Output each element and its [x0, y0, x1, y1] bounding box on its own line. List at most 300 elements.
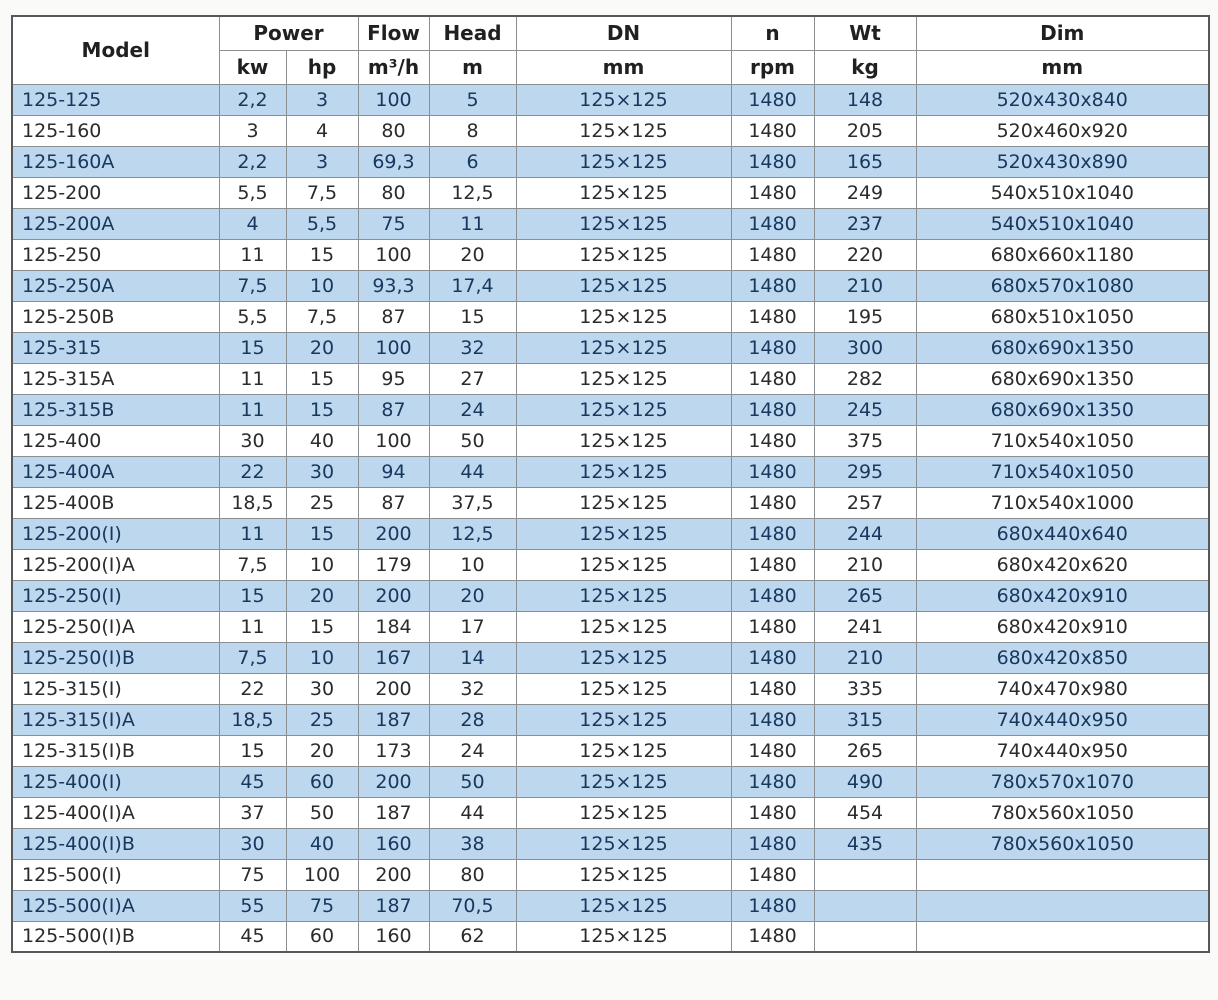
cell-head: 38: [429, 828, 516, 859]
cell-dim: [916, 859, 1209, 890]
cell-model: 125-125: [12, 84, 219, 115]
cell-dim: [916, 921, 1209, 952]
header-row-labels: [12, 16, 1209, 50]
cell-head: 24: [429, 394, 516, 425]
cell-kw: 15: [219, 332, 286, 363]
cell-model: 125-500(I)A: [12, 890, 219, 921]
table-row: [12, 859, 1209, 890]
cell-dim: 710x540x1000: [916, 487, 1209, 518]
cell-dn: 125×125: [516, 115, 731, 146]
cell-hp: 10: [286, 549, 358, 580]
cell-wt: 265: [814, 735, 916, 766]
col-header-power-kw: kw: [219, 50, 286, 84]
cell-flow: 80: [358, 115, 429, 146]
cell-head: 70,5: [429, 890, 516, 921]
cell-hp: 40: [286, 828, 358, 859]
cell-flow: 200: [358, 766, 429, 797]
cell-wt: 241: [814, 611, 916, 642]
table-row: [12, 146, 1209, 177]
col-header-head-unit: m: [429, 50, 516, 84]
cell-flow: 167: [358, 642, 429, 673]
cell-dim: 680x510x1050: [916, 301, 1209, 332]
cell-hp: 100: [286, 859, 358, 890]
cell-n: 1480: [731, 394, 814, 425]
cell-hp: 15: [286, 363, 358, 394]
cell-wt: 454: [814, 797, 916, 828]
cell-head: 12,5: [429, 177, 516, 208]
cell-hp: 25: [286, 487, 358, 518]
cell-n: 1480: [731, 611, 814, 642]
cell-model: 125-315B: [12, 394, 219, 425]
cell-head: 24: [429, 735, 516, 766]
table-row: [12, 301, 1209, 332]
col-header-n: n: [731, 16, 814, 50]
cell-dim: 780x560x1050: [916, 797, 1209, 828]
cell-dn: 125×125: [516, 611, 731, 642]
cell-dim: 710x540x1050: [916, 425, 1209, 456]
cell-model: 125-400(I)B: [12, 828, 219, 859]
cell-model: 125-500(I)B: [12, 921, 219, 952]
cell-kw: 75: [219, 859, 286, 890]
cell-model: 125-500(I): [12, 859, 219, 890]
cell-dn: 125×125: [516, 766, 731, 797]
cell-hp: 20: [286, 580, 358, 611]
cell-model: 125-200(I)A: [12, 549, 219, 580]
cell-model: 125-250(I)A: [12, 611, 219, 642]
cell-wt: 435: [814, 828, 916, 859]
cell-dn: 125×125: [516, 332, 731, 363]
cell-hp: 3: [286, 84, 358, 115]
cell-wt: 249: [814, 177, 916, 208]
table-row: [12, 270, 1209, 301]
cell-flow: 100: [358, 425, 429, 456]
cell-dn: 125×125: [516, 363, 731, 394]
cell-wt: 490: [814, 766, 916, 797]
cell-n: 1480: [731, 518, 814, 549]
cell-wt: 265: [814, 580, 916, 611]
cell-dn: 125×125: [516, 487, 731, 518]
cell-dn: 125×125: [516, 735, 731, 766]
cell-kw: 18,5: [219, 487, 286, 518]
cell-model: 125-400(I): [12, 766, 219, 797]
cell-dn: 125×125: [516, 704, 731, 735]
col-header-wt: Wt: [814, 16, 916, 50]
cell-wt: 244: [814, 518, 916, 549]
col-header-model: Model: [12, 16, 219, 84]
cell-dn: 125×125: [516, 518, 731, 549]
cell-hp: 30: [286, 456, 358, 487]
cell-head: 28: [429, 704, 516, 735]
table-row: [12, 797, 1209, 828]
cell-n: 1480: [731, 177, 814, 208]
table-row: [12, 611, 1209, 642]
cell-n: 1480: [731, 642, 814, 673]
cell-flow: 95: [358, 363, 429, 394]
cell-flow: 100: [358, 332, 429, 363]
cell-head: 10: [429, 549, 516, 580]
cell-kw: 5,5: [219, 301, 286, 332]
cell-n: 1480: [731, 270, 814, 301]
cell-kw: 15: [219, 735, 286, 766]
cell-kw: 11: [219, 239, 286, 270]
cell-head: 50: [429, 766, 516, 797]
cell-hp: 20: [286, 332, 358, 363]
cell-kw: 55: [219, 890, 286, 921]
table-row: [12, 425, 1209, 456]
table-row: [12, 890, 1209, 921]
cell-n: 1480: [731, 673, 814, 704]
cell-wt: 210: [814, 549, 916, 580]
cell-model: 125-315(I)B: [12, 735, 219, 766]
table-row: [12, 394, 1209, 425]
cell-kw: 30: [219, 828, 286, 859]
cell-dn: 125×125: [516, 394, 731, 425]
cell-flow: 200: [358, 518, 429, 549]
cell-kw: 4: [219, 208, 286, 239]
cell-kw: 2,2: [219, 146, 286, 177]
cell-flow: 160: [358, 921, 429, 952]
cell-dim: 680x420x620: [916, 549, 1209, 580]
cell-model: 125-400A: [12, 456, 219, 487]
cell-dn: 125×125: [516, 642, 731, 673]
cell-wt: 257: [814, 487, 916, 518]
cell-head: 27: [429, 363, 516, 394]
cell-model: 125-200A: [12, 208, 219, 239]
cell-dim: 520x430x840: [916, 84, 1209, 115]
cell-dim: 780x560x1050: [916, 828, 1209, 859]
cell-n: 1480: [731, 115, 814, 146]
cell-kw: 7,5: [219, 270, 286, 301]
cell-model: 125-400(I)A: [12, 797, 219, 828]
cell-dn: 125×125: [516, 859, 731, 890]
cell-dim: 740x440x950: [916, 735, 1209, 766]
table-row: [12, 704, 1209, 735]
cell-n: 1480: [731, 332, 814, 363]
col-header-power: Power: [219, 16, 358, 50]
cell-kw: 15: [219, 580, 286, 611]
cell-dim: 680x420x910: [916, 611, 1209, 642]
table-row: [12, 487, 1209, 518]
cell-dim: 680x690x1350: [916, 363, 1209, 394]
col-header-dim-unit: mm: [916, 50, 1209, 84]
cell-dn: 125×125: [516, 146, 731, 177]
cell-n: 1480: [731, 766, 814, 797]
cell-wt: 205: [814, 115, 916, 146]
cell-model: 125-250B: [12, 301, 219, 332]
cell-dn: 125×125: [516, 425, 731, 456]
table-row: [12, 580, 1209, 611]
cell-flow: 200: [358, 580, 429, 611]
cell-wt: 195: [814, 301, 916, 332]
cell-flow: 187: [358, 890, 429, 921]
cell-kw: 11: [219, 518, 286, 549]
cell-flow: 200: [358, 673, 429, 704]
cell-dim: 680x440x640: [916, 518, 1209, 549]
cell-n: 1480: [731, 580, 814, 611]
cell-hp: 3: [286, 146, 358, 177]
cell-wt: 375: [814, 425, 916, 456]
col-header-flow: Flow: [358, 16, 429, 50]
cell-head: 17: [429, 611, 516, 642]
cell-hp: 10: [286, 270, 358, 301]
cell-model: 125-250: [12, 239, 219, 270]
cell-head: 20: [429, 580, 516, 611]
cell-kw: 5,5: [219, 177, 286, 208]
cell-model: 125-160A: [12, 146, 219, 177]
table-row: [12, 921, 1209, 952]
col-header-dn: DN: [516, 16, 731, 50]
cell-n: 1480: [731, 735, 814, 766]
cell-head: 11: [429, 208, 516, 239]
table-row: [12, 208, 1209, 239]
cell-dim: 680x660x1180: [916, 239, 1209, 270]
cell-head: 80: [429, 859, 516, 890]
cell-kw: 18,5: [219, 704, 286, 735]
cell-hp: 40: [286, 425, 358, 456]
cell-n: 1480: [731, 146, 814, 177]
table-row: [12, 673, 1209, 704]
cell-n: 1480: [731, 425, 814, 456]
cell-flow: 200: [358, 859, 429, 890]
cell-model: 125-200: [12, 177, 219, 208]
cell-head: 32: [429, 332, 516, 363]
cell-n: 1480: [731, 704, 814, 735]
table-header: [12, 16, 1209, 84]
cell-dim: 680x690x1350: [916, 332, 1209, 363]
cell-head: 44: [429, 797, 516, 828]
cell-dim: 740x440x950: [916, 704, 1209, 735]
cell-kw: 11: [219, 363, 286, 394]
cell-flow: 100: [358, 239, 429, 270]
cell-wt: [814, 921, 916, 952]
cell-dim: 680x690x1350: [916, 394, 1209, 425]
cell-model: 125-250(I): [12, 580, 219, 611]
cell-dn: 125×125: [516, 549, 731, 580]
table-row: [12, 735, 1209, 766]
cell-kw: 2,2: [219, 84, 286, 115]
cell-kw: 11: [219, 611, 286, 642]
cell-hp: 20: [286, 735, 358, 766]
cell-wt: 220: [814, 239, 916, 270]
table-row: [12, 177, 1209, 208]
cell-dim: 520x460x920: [916, 115, 1209, 146]
cell-flow: 100: [358, 84, 429, 115]
cell-dim: 710x540x1050: [916, 456, 1209, 487]
table-row: [12, 115, 1209, 146]
table-row: [12, 84, 1209, 115]
cell-dim: 680x420x910: [916, 580, 1209, 611]
cell-dim: 540x510x1040: [916, 208, 1209, 239]
col-header-dn-unit: mm: [516, 50, 731, 84]
cell-model: 125-315: [12, 332, 219, 363]
cell-flow: 80: [358, 177, 429, 208]
cell-kw: 45: [219, 766, 286, 797]
cell-dim: 740x470x980: [916, 673, 1209, 704]
cell-head: 14: [429, 642, 516, 673]
cell-flow: 173: [358, 735, 429, 766]
cell-wt: 165: [814, 146, 916, 177]
cell-n: 1480: [731, 921, 814, 952]
cell-model: 125-400B: [12, 487, 219, 518]
cell-dn: 125×125: [516, 673, 731, 704]
cell-hp: 5,5: [286, 208, 358, 239]
cell-head: 15: [429, 301, 516, 332]
cell-wt: 210: [814, 270, 916, 301]
cell-wt: 295: [814, 456, 916, 487]
cell-head: 37,5: [429, 487, 516, 518]
cell-hp: 25: [286, 704, 358, 735]
cell-n: 1480: [731, 456, 814, 487]
cell-hp: 30: [286, 673, 358, 704]
cell-n: 1480: [731, 208, 814, 239]
cell-head: 20: [429, 239, 516, 270]
table-row: [12, 766, 1209, 797]
cell-hp: 50: [286, 797, 358, 828]
cell-n: 1480: [731, 363, 814, 394]
cell-wt: 282: [814, 363, 916, 394]
col-header-dim: Dim: [916, 16, 1209, 50]
table-row: [12, 456, 1209, 487]
cell-wt: 148: [814, 84, 916, 115]
cell-dn: 125×125: [516, 828, 731, 859]
cell-hp: 7,5: [286, 301, 358, 332]
cell-hp: 7,5: [286, 177, 358, 208]
cell-flow: 160: [358, 828, 429, 859]
cell-model: 125-250A: [12, 270, 219, 301]
cell-wt: 245: [814, 394, 916, 425]
cell-wt: 335: [814, 673, 916, 704]
table-row: [12, 239, 1209, 270]
cell-dn: 125×125: [516, 239, 731, 270]
cell-wt: 300: [814, 332, 916, 363]
cell-flow: 87: [358, 394, 429, 425]
cell-dim: 540x510x1040: [916, 177, 1209, 208]
cell-flow: 184: [358, 611, 429, 642]
cell-dn: 125×125: [516, 797, 731, 828]
table-body: [12, 84, 1209, 952]
cell-n: 1480: [731, 487, 814, 518]
cell-head: 50: [429, 425, 516, 456]
cell-kw: 3: [219, 115, 286, 146]
cell-dn: 125×125: [516, 208, 731, 239]
cell-flow: 87: [358, 301, 429, 332]
col-header-head: Head: [429, 16, 516, 50]
cell-model: 125-160: [12, 115, 219, 146]
cell-model: 125-315(I): [12, 673, 219, 704]
table-row: [12, 828, 1209, 859]
cell-hp: 75: [286, 890, 358, 921]
cell-kw: 7,5: [219, 642, 286, 673]
cell-dim: 520x430x890: [916, 146, 1209, 177]
cell-dn: 125×125: [516, 921, 731, 952]
cell-kw: 7,5: [219, 549, 286, 580]
cell-n: 1480: [731, 859, 814, 890]
table-row: [12, 518, 1209, 549]
cell-kw: 22: [219, 456, 286, 487]
col-header-n-unit: rpm: [731, 50, 814, 84]
cell-head: 44: [429, 456, 516, 487]
cell-model: 125-400: [12, 425, 219, 456]
cell-kw: 37: [219, 797, 286, 828]
cell-hp: 10: [286, 642, 358, 673]
cell-head: 5: [429, 84, 516, 115]
cell-head: 62: [429, 921, 516, 952]
cell-flow: 187: [358, 704, 429, 735]
cell-head: 12,5: [429, 518, 516, 549]
cell-dim: 680x570x1080: [916, 270, 1209, 301]
cell-dn: 125×125: [516, 270, 731, 301]
cell-head: 6: [429, 146, 516, 177]
cell-flow: 187: [358, 797, 429, 828]
table-row: [12, 642, 1209, 673]
cell-dn: 125×125: [516, 580, 731, 611]
cell-model: 125-315A: [12, 363, 219, 394]
cell-n: 1480: [731, 890, 814, 921]
cell-n: 1480: [731, 239, 814, 270]
table-row: [12, 549, 1209, 580]
cell-kw: 22: [219, 673, 286, 704]
cell-wt: [814, 859, 916, 890]
cell-flow: 93,3: [358, 270, 429, 301]
pump-spec-table: [11, 15, 1210, 953]
cell-n: 1480: [731, 84, 814, 115]
cell-hp: 15: [286, 394, 358, 425]
cell-dn: 125×125: [516, 456, 731, 487]
cell-n: 1480: [731, 797, 814, 828]
cell-dim: [916, 890, 1209, 921]
cell-hp: 60: [286, 766, 358, 797]
cell-kw: 45: [219, 921, 286, 952]
cell-wt: 315: [814, 704, 916, 735]
cell-wt: [814, 890, 916, 921]
cell-kw: 30: [219, 425, 286, 456]
cell-flow: 75: [358, 208, 429, 239]
cell-dim: 780x570x1070: [916, 766, 1209, 797]
cell-hp: 15: [286, 239, 358, 270]
cell-n: 1480: [731, 301, 814, 332]
cell-hp: 15: [286, 518, 358, 549]
cell-head: 32: [429, 673, 516, 704]
cell-kw: 11: [219, 394, 286, 425]
cell-dn: 125×125: [516, 177, 731, 208]
cell-hp: 4: [286, 115, 358, 146]
cell-hp: 15: [286, 611, 358, 642]
table-row: [12, 363, 1209, 394]
cell-hp: 60: [286, 921, 358, 952]
cell-model: 125-315(I)A: [12, 704, 219, 735]
cell-flow: 87: [358, 487, 429, 518]
cell-head: 8: [429, 115, 516, 146]
col-header-flow-unit: m³/h: [358, 50, 429, 84]
cell-flow: 94: [358, 456, 429, 487]
cell-wt: 210: [814, 642, 916, 673]
cell-dim: 680x420x850: [916, 642, 1209, 673]
cell-wt: 237: [814, 208, 916, 239]
cell-dn: 125×125: [516, 301, 731, 332]
cell-model: 125-250(I)B: [12, 642, 219, 673]
col-header-power-hp: hp: [286, 50, 358, 84]
table-row: [12, 332, 1209, 363]
col-header-wt-unit: kg: [814, 50, 916, 84]
cell-dn: 125×125: [516, 84, 731, 115]
cell-flow: 179: [358, 549, 429, 580]
cell-head: 17,4: [429, 270, 516, 301]
cell-n: 1480: [731, 828, 814, 859]
cell-model: 125-200(I): [12, 518, 219, 549]
cell-dn: 125×125: [516, 890, 731, 921]
cell-n: 1480: [731, 549, 814, 580]
cell-flow: 69,3: [358, 146, 429, 177]
